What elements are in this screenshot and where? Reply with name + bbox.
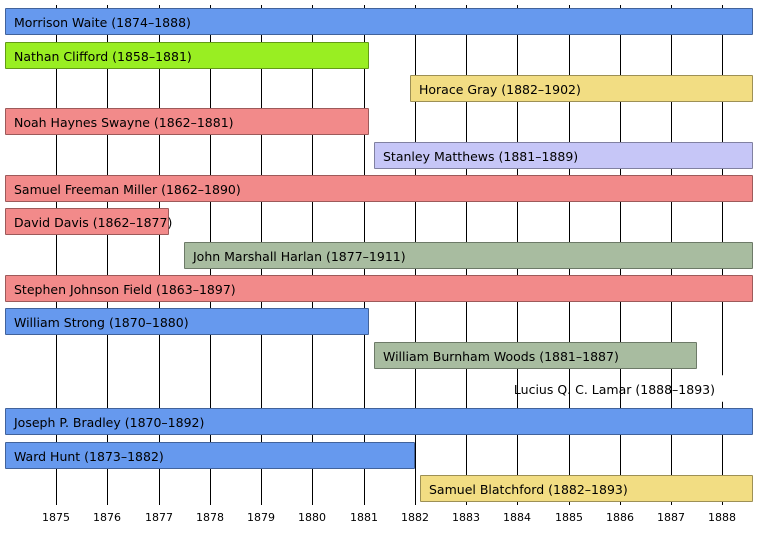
bar-label: Horace Gray (1882–1902) bbox=[419, 82, 581, 97]
bar-label: Samuel Blatchford (1882–1893) bbox=[429, 482, 628, 497]
timeline-bar[interactable] bbox=[374, 342, 697, 369]
timeline-bar[interactable] bbox=[410, 75, 753, 102]
x-axis-tick-label: 1878 bbox=[196, 511, 224, 524]
timeline-bar[interactable] bbox=[5, 308, 369, 335]
x-axis bbox=[5, 505, 753, 535]
x-axis-tick-label: 1883 bbox=[452, 511, 480, 524]
bar-row bbox=[5, 42, 753, 69]
x-axis-tick-label: 1879 bbox=[247, 511, 275, 524]
bar-row bbox=[5, 8, 753, 35]
timeline-bar[interactable] bbox=[374, 142, 753, 169]
bar-label: Lucius Q. C. Lamar (1888–1893) bbox=[513, 382, 715, 397]
x-axis-tick-label: 1886 bbox=[606, 511, 634, 524]
x-axis-tick-label: 1876 bbox=[93, 511, 121, 524]
bar-label: Stephen Johnson Field (1863–1897) bbox=[14, 282, 236, 297]
bar-row bbox=[5, 408, 753, 435]
bar-row bbox=[5, 308, 753, 335]
bar-row bbox=[5, 442, 753, 469]
bar-row bbox=[5, 208, 753, 235]
timeline-bar[interactable] bbox=[5, 108, 369, 135]
bar-label: David Davis (1862–1877) bbox=[14, 215, 173, 230]
x-axis-tick-label: 1888 bbox=[708, 511, 736, 524]
timeline-bar[interactable] bbox=[5, 442, 415, 469]
timeline-bar[interactable] bbox=[5, 8, 753, 35]
bar-label: Joseph P. Bradley (1870–1892) bbox=[14, 415, 205, 430]
timeline-bar[interactable] bbox=[5, 42, 369, 69]
timeline-bar[interactable] bbox=[5, 208, 173, 235]
bar-label: Stanley Matthews (1881–1889) bbox=[383, 149, 579, 164]
x-axis-tick-label: 1881 bbox=[350, 511, 378, 524]
bar-row bbox=[5, 375, 753, 402]
x-axis-tick-label: 1880 bbox=[298, 511, 326, 524]
bar-row bbox=[5, 142, 753, 169]
x-axis-tick-label: 1875 bbox=[42, 511, 70, 524]
x-axis-tick-label: 1887 bbox=[657, 511, 685, 524]
timeline-bar[interactable] bbox=[5, 175, 753, 202]
timeline-bar[interactable] bbox=[513, 375, 753, 402]
timeline-bar[interactable] bbox=[5, 275, 753, 302]
plot-area bbox=[5, 5, 753, 505]
bar-row bbox=[5, 108, 753, 135]
timeline-bar[interactable] bbox=[184, 242, 753, 269]
bar-label: John Marshall Harlan (1877–1911) bbox=[193, 249, 406, 264]
bar-label: Noah Haynes Swayne (1862–1881) bbox=[14, 115, 234, 130]
x-axis-tick-label: 1885 bbox=[555, 511, 583, 524]
bar-label: Morrison Waite (1874–1888) bbox=[14, 15, 191, 30]
x-axis-tick-label: 1877 bbox=[145, 511, 173, 524]
bar-label: Samuel Freeman Miller (1862–1890) bbox=[14, 182, 241, 197]
bar-row bbox=[5, 175, 753, 202]
bar-label: William Burnham Woods (1881–1887) bbox=[383, 349, 619, 364]
x-axis-tick-label: 1884 bbox=[503, 511, 531, 524]
bar-label: Ward Hunt (1873–1882) bbox=[14, 449, 164, 464]
bar-row bbox=[5, 342, 753, 369]
timeline-bar[interactable] bbox=[420, 475, 753, 502]
timeline-bar[interactable] bbox=[5, 408, 753, 435]
bar-row bbox=[5, 75, 753, 102]
x-axis-tick-label: 1882 bbox=[401, 511, 429, 524]
bar-label: Nathan Clifford (1858–1881) bbox=[14, 49, 192, 64]
bar-row bbox=[5, 275, 753, 302]
bar-label: William Strong (1870–1880) bbox=[14, 315, 189, 330]
bar-row bbox=[5, 475, 753, 502]
bar-row bbox=[5, 242, 753, 269]
